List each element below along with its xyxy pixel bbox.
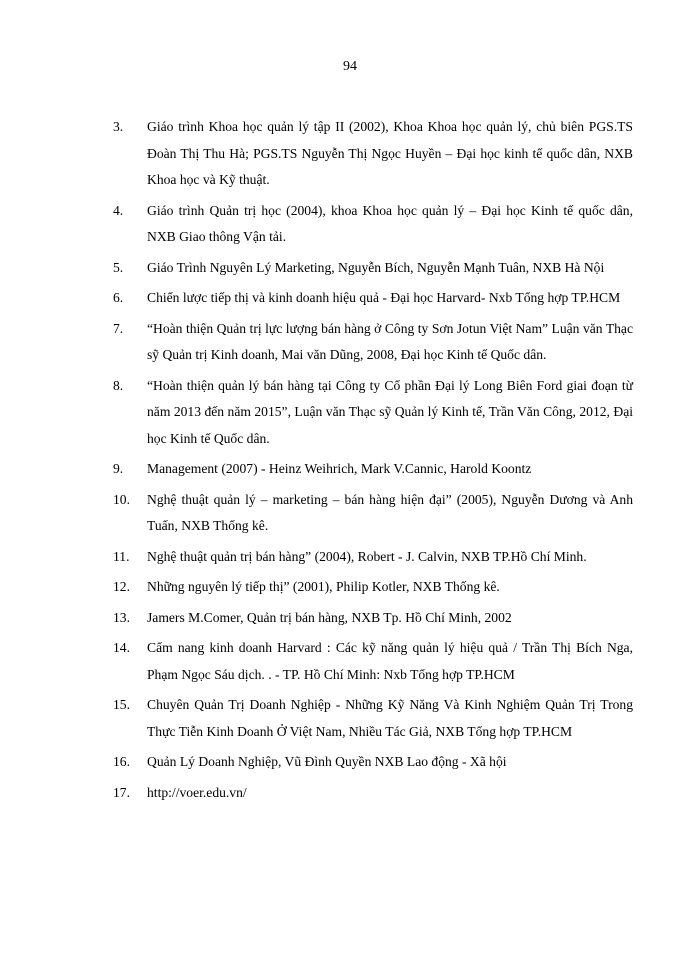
reference-number: 6. bbox=[113, 290, 124, 305]
reference-text: Nghệ thuật quản lý – marketing – bán hàng hiện đại” (2005), Nguyễn Dương và Anh Tuấn, NXB Thống kê. bbox=[147, 491, 633, 533]
reference-number: 8. bbox=[113, 377, 124, 393]
reference-item bbox=[113, 692, 633, 745]
reference-number: 16. bbox=[113, 754, 130, 769]
reference-number: 11. bbox=[113, 548, 130, 564]
page-number: 94 bbox=[343, 59, 357, 74]
reference-list bbox=[113, 114, 633, 814]
reference-item bbox=[113, 574, 633, 601]
reference-item bbox=[113, 780, 633, 807]
reference-number: 17. bbox=[113, 784, 130, 800]
reference-item bbox=[113, 635, 633, 688]
reference-number: 7. bbox=[113, 320, 124, 336]
reference-number: 14. bbox=[113, 640, 130, 655]
reference-text: “Hoàn thiện quản lý bán hàng tại Công ty Cổ phần Đại lý Long Biên Ford giai đoạn từ năm 2013 đến năm 2015”, Luận văn Thạc sỹ Quản lý Kinh tế, Trần Văn Công, 2012, Đại học Kinh tế Quốc dân. bbox=[147, 377, 633, 446]
reference-number: 13. bbox=[113, 609, 130, 625]
reference-item bbox=[113, 316, 633, 369]
reference-text: http://voer.edu.vn/ bbox=[147, 784, 247, 800]
reference-item bbox=[113, 456, 633, 483]
reference-number: 10. bbox=[113, 491, 130, 507]
reference-text: Cẩm nang kinh doanh Harvard : Các kỹ năng quản lý hiệu quả / Trần Thị Bích Nga, Phạm Ngọc Sáu dịch. . - TP. Hồ Chí Minh: Nxb Tổng hợp TP.HCM bbox=[147, 640, 633, 682]
reference-number: 12. bbox=[113, 579, 130, 594]
reference-item bbox=[113, 487, 633, 540]
reference-text: Giáo trình Quản trị học (2004), khoa Khoa học quản lý – Đại học Kinh tế quốc dân, NXB Giao thông Vận tải. bbox=[147, 202, 633, 244]
reference-text: Những nguyên lý tiếp thị” (2001), Philip Kotler, NXB Thống kê. bbox=[147, 579, 500, 594]
reference-number: 15. bbox=[113, 697, 130, 712]
reference-item bbox=[113, 114, 633, 194]
reference-text: Giáo trình Khoa học quản lý tập II (2002), Khoa Khoa học quản lý, chủ biên PGS.TS Đoàn Thị Thu Hà; PGS.TS Nguyễn Thị Ngọc Huyền – Đại học kinh tế quốc dân, NXB Khoa học và Kỹ thuật. bbox=[147, 119, 633, 187]
reference-text: Nghệ thuật quản trị bán hàng” (2004), Robert - J. Calvin, NXB TP.Hồ Chí Minh. bbox=[147, 548, 587, 564]
reference-text: Giáo Trình Nguyên Lý Marketing, Nguyễn Bích, Nguyễn Mạnh Tuân, NXB Hà Nội bbox=[147, 259, 605, 275]
reference-item bbox=[113, 544, 633, 571]
reference-number: 5. bbox=[113, 259, 124, 275]
reference-item bbox=[113, 255, 633, 282]
reference-number: 3. bbox=[113, 119, 124, 134]
reference-item bbox=[113, 198, 633, 251]
reference-item bbox=[113, 285, 633, 312]
reference-item bbox=[113, 605, 633, 632]
reference-text: Jamers M.Comer, Quản trị bán hàng, NXB Tp. Hồ Chí Minh, 2002 bbox=[147, 609, 512, 625]
reference-text: Quản Lý Doanh Nghiệp, Vũ Đình Quyền NXB Lao động - Xã hội bbox=[147, 754, 507, 769]
reference-number: 4. bbox=[113, 202, 124, 218]
reference-text: Management (2007) - Heinz Weihrich, Mark V.Cannic, Harold Koontz bbox=[147, 461, 532, 476]
reference-text: Chuyên Quản Trị Doanh Nghiệp - Những Kỹ Năng Và Kinh Nghiệm Quản Trị Trong Thực Tiễn Kinh Doanh Ở Việt Nam, Nhiều Tác Giả, NXB Tổng hợp TP.HCM bbox=[147, 697, 633, 739]
reference-text: “Hoàn thiện Quản trị lực lượng bán hàng ở Công ty Sơn Jotun Việt Nam” Luận văn Thạc sỹ Quản trị Kinh doanh, Mai văn Dũng, 2008, Đại học Kinh tế Quốc dân. bbox=[147, 320, 633, 362]
reference-item bbox=[113, 373, 633, 453]
reference-number: 9. bbox=[113, 461, 124, 476]
reference-text: Chiến lược tiếp thị và kinh doanh hiệu quả - Đại học Harvard- Nxb Tổng hợp TP.HCM bbox=[147, 290, 621, 305]
reference-item bbox=[113, 749, 633, 776]
